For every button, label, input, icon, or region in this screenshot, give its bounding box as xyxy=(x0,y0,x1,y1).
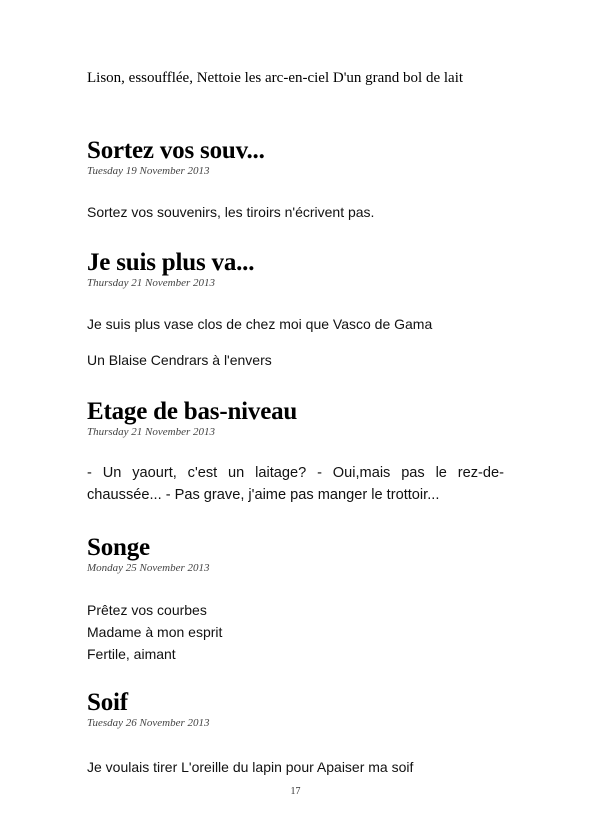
intro-paragraph: Lison, essoufflée, Nettoie les arc-en-ciel D'un grand bol de lait xyxy=(87,70,464,86)
post-paragraph: Je voulais tirer L'oreille du lapin pour Apaiser ma soif xyxy=(87,759,414,775)
post-title: Je suis plus va... xyxy=(87,249,255,276)
post-title: Soif xyxy=(87,689,128,716)
post-date: Tuesday 19 November 2013 xyxy=(87,165,210,177)
post-paragraph: - Un yaourt, c'est un laitage? - Oui,mais pas le rez-de-chaussée... - Pas grave, j'aime pas manger le trottoir... xyxy=(87,465,504,503)
post-body xyxy=(87,201,504,223)
post-date: Tuesday 26 November 2013 xyxy=(87,717,210,729)
post-etage-de-bas-niveau xyxy=(87,398,504,506)
post-title: Songe xyxy=(87,534,150,561)
post-body xyxy=(87,313,504,371)
post-date: Monday 25 November 2013 xyxy=(87,562,210,574)
post-paragraph: Un Blaise Cendrars à l'envers xyxy=(87,352,272,368)
post-body xyxy=(87,599,504,665)
poem-line: Madame à mon esprit xyxy=(87,624,223,640)
post-paragraph: Sortez vos souvenirs, les tiroirs n'écrivent pas. xyxy=(87,204,375,220)
post-body xyxy=(87,462,504,506)
post-title: Etage de bas-niveau xyxy=(87,398,298,425)
post-je-suis-plus-vase xyxy=(87,249,504,371)
post-date: Thursday 21 November 2013 xyxy=(87,426,216,438)
post-songe xyxy=(87,534,504,665)
post-body xyxy=(87,756,504,778)
poem-line: Prêtez vos courbes xyxy=(87,602,207,618)
post-soif xyxy=(87,689,504,778)
poem-line: Fertile, aimant xyxy=(87,646,176,662)
post-paragraph: Je suis plus vase clos de chez moi que Vasco de Gama xyxy=(87,316,433,332)
post-title: Sortez vos souv... xyxy=(87,137,265,164)
post-date: Thursday 21 November 2013 xyxy=(87,277,216,289)
page-number: 17 xyxy=(290,786,301,797)
post-sortez-vos-souvenirs xyxy=(87,137,504,223)
